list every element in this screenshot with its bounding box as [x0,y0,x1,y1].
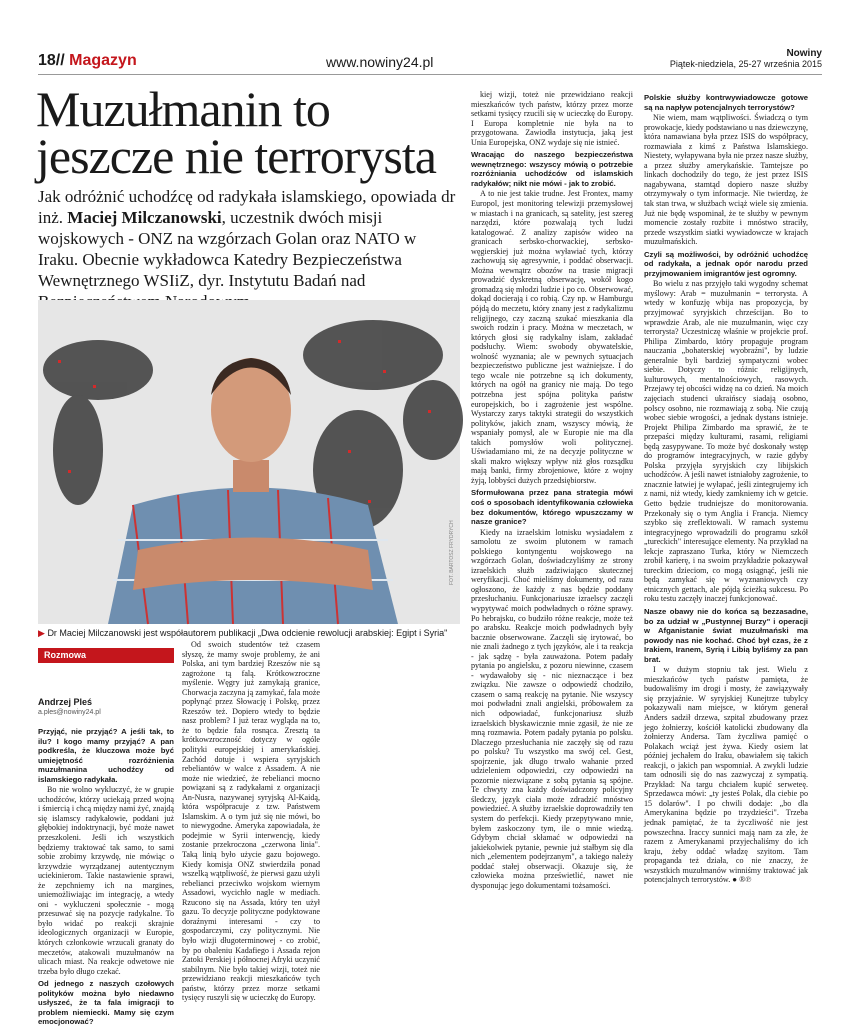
interview-question: Czyli są możliwości, by odróżnić uchodźcę od radykała, a jednak opór narodu przed przyjmowaniem imigrantów jest ogromny. [644,249,808,278]
article-lead: Jak odróżnić uchodźcę od radykała islamskiego, opowiada dr inż. Maciej Milczanowski, uczestnik dwóch misji wojskowych - ONZ na wzgórzach Golan oraz NATO w Iraku. Obecnie wykładowca Katedry Bezpieczeństwa Wewnętrznego WSIiZ, dyr. Instytutu Badań nad [38,187,456,290]
interview-question: Od jednego z naszych czołowych polityków można było niedawno usłyszeć, że ta fala imigracji to problem niemiecki. Mamy się czym emocjonować? [38,979,174,1027]
interview-answer: Bo nie wolno wykluczyć, że w grupie uchodźców, którzy uciekają przed wojną i śmiercią i chcą między nami żyć, znajdą się islamscy radykałowie, poddani już głębokiej indoktrynacji, być może nawet przeszkoleni. Jeśli ich wszystkich będziemy traktować tak samo, to sami sobie zrobimy krzywdę, nie mówiąc o krzywdzie wyrządzanej autentycznym uciekinierom. Takie nastawienie sprawi, że zepchniemy ich na margines, uniemożliwiając im integrację, a wtedy oni - wykluczeni społecznie - mogą przesuwać się na pozycje radykalne. To było widać po reakcji skrajnie ideologicznych organizacji w Europie, których członkowie wrzucali granaty do meczetów, atakowali muzułmanów na ulicach miast. Na reakcje odwetowe nie trzeba było długo czekać. [38,785,174,976]
brand-block [670,48,822,70]
interview-answer: Nie wiem, mam wątpliwości. Świadczą o tym prowokacje, kiedy podstawiano u nas dziewczynę, która namawiana była przez ISIS do współpracy, rozmawiała z kimś z Państwa Islamskiego. Niestety, wyłapywana była nie przez nasze służby, a przez służby amerykańskie. Tamtejsze po linkach dochodziły do tego, że jest przez ISIS nagabywana, stamtąd dopiero nasze służby otrzymywały o tym informacje. Nie twierdzę, że tak stan trwa, w służbach wciąż wiele się zmienia. Już nie będę wspominał, że te służby w pewnym momencie zostały rozbite i mnóstwo straciły, przede wszystkim siatki wywiadowcze w krajach muzułmańskich. [644,113,808,247]
rubric-label: Rozmowa [38,648,174,663]
text-column-2 [182,640,320,1018]
text-column-3 [471,90,633,1018]
interviewee-name: Maciej Milczanowski [67,208,222,227]
caption-arrow-icon: ▶ [38,628,45,638]
interview-answer: I w dużym stopniu tak jest. Wielu z mieszkańców tych państw pamięta, że budowaliśmy im drogi i mosty, że zawiązywały się przyjaźnie. W syryjskiej Kunejtrze tubylcy pokazywali nam miejsce, w którym generał Anders sadził drzewa, szpital zbudowany przez jego żołnierzy, kościół katolicki zbudowany dla żołnierzy Andersa. Tam życzliwa pamięć o Polakach wciąż jest żywa. Kiedy osiem lat później jechałem do Iraku, obawiałem się takich reakcji, o jakich pan wspomniał. A zwykli ludzie tam odnosili się do nas zazwyczaj z sympatią. Przykład: Na targu chciałem kupić serweteę. Sprzedawca mówi: „ty jesteś Polak, dla ciebie po 15 dolarów". I po chwili dodaje: „bo dla Amerykanina będzie po trzydzieści". Trzeba jednak pamiętać, że ta życzliwość nie jest powszechna. Iraccy sunnici mają nam za złe, że razem z Amerykanami przyjechaliśmy do ich kraju, żeby oddać władzę szyitom. Tam propaganda też działa, co nie znaczy, że wszystkich muzułmanów winniśmy traktować jak potencjalnych terrorystów. ● ®℗ [644,665,808,885]
site-url[interactable]: www.nowiny24.pl [326,54,434,70]
interview-question: Polskie służby kontrwywiadowcze gotowe są na napływ potencjalnych terrorystów? [644,93,808,112]
interview-question: Sformułowana przez pana strategia mówi coś o sposobach identyfikowania człowieka bez dokumentów, którego wpuszczamy w nasze granice? [471,488,633,527]
interview-question: Wracając do naszego bezpieczeństwa wewnętrznego: wszyscy mówią o potrzebie rozróżniania uchodźców od islamskich radykałów; nikt nie mówi - jak to zrobić. [471,150,633,188]
author-email[interactable]: a.ples@nowiny24.pl [38,709,101,716]
interview-answer: Bo wielu z nas przyjęło taki wygodny schemat myślowy: Arab = muzułmanin = terrorysta. A wtedy w konfuzję wbija nas propozycja, by przyjmować syryjskich chrześcijan. Bo to wprawdzie Arab, ale nie muzułmanin, więc czy terrorysta? Uczestniczę właśnie w projekcie prof. Philipa Zimbardo, który propaguje program nauczania „bohaterskiej wyobraźni", by ludzie generalnie byli bardziej sympatyczni wobec siebie. Dotyczy to różnic religijnych, kulturowych, mentalnościowych, rasowych. Przejawy tej obcości widzę na co dzień. Na moich zajęciach studenci ukraińscy siadają osobno, polscy osobno, nie rozmawiają z sobą. Nie czują wobec siebie wrogości, a jednak dystans istnieje. Projekt Philipa Zimbardo ma sprawić, że te przepaści między kulturami, rasami, religiami będą zasypywane. To może być doskonały wstęp do programów integracyjnych, w razie gdyby Polska przyjęła syryjskich czy libijskich uchodźców. A jeśli nawet istniałoby zagrożenie, to znacznie łatwiej je wyłapać, jeśli zintegrujemy ich z nami, niż wtedy, kiedy zamkniemy ich w getcie. Getto będzie trudniejsze do monitorowania. Przekonały się o tym Anglia i Francja. Niemcy szybko się zreflektowali. W ramach systemu integracyjnego wprowadzili do programu szkół „tureckich" interesujące elementy. Na przykład na lekcje zapraszano Turka, który w Niemczech zrobił karierę, i na swoim przykładzie pokazywał tureckim dzieciom, co mogą osiągnąć, jeśli nie będą zamykać się w wyznaniowych czy etnicznych gettach, ale pójdą ścieżką sukcesu. Po roku testu zaczęły inaczej funkcjonować. [644,279,808,604]
brand-name: Nowiny [786,48,822,59]
text-column-1 [38,724,174,1027]
interview-question: Przyjąć, nie przyjąć? A jeśli tak, to ilu? I kogo mamy przyjąć? A pan podkreśla, że kluczowa może być umiejętność rozróżnienia muzułmanina uchodźcy od islamskiego radykała. [38,727,174,784]
interview-answer: Od swoich studentów też czasem słyszę, że mamy swoje problemy, że ani Polska, ani tym bardziej Rzeszów nie są zagrożone tą falą. Krótkowzroczne myślenie. Węgry już zamykają granice, Chorwacja zaczyna ją zamykać, fala może popłynąć przez Słowację i Polskę, przez Rzeszów też. Dopiero wtedy to będzie nasz problem? I już teraz wygląda na to, że to będzie fala rosnąca. Zresztą ta krótkowzroczność dotyczy w ogóle polityki europejskiej i amerykańskiej. Zachód dotuje i wspiera syryjskich rebeliantów w walce z Assadem. A nie może nie wiedzieć, że rebelianci mocno powiązani są z radykałami z organizacji An-Nusra, nazywanej syryjską Al-Kaidą, która współpracuje z tzw. Państwem Islamskim. A o tym już się nie mówi, bo to niewygodne. Ameryka zapowiadała, że podejmie w Syrii interwencję, kiedy zostanie przekroczona „czerwona linia". Taką linią było użycie gazu bojowego. Kiedy komisja ONZ stwierdziła ponad wszelką wątpliwość, że pierwsi gazu użyli rebelianci przeciwko wojskom wiernym Assadowi, wycichło nagle w mediach. Rzucono się na Assada, który ten użył gazu. To decyzje polityczne podyktowane doraźnymi interesami - czy to gospodarczymi, czy politycznymi. Nie było wizji długoterminowej - co zrobić, by po obaleniu Kadafiego i Assada rejon Zatoki Perskiej i północnej Afryki uczynić stabilnym. Nie było takiej wizji, toteż nie przewidziano reakcji mieszkańców tych państw, którzy przez morze setkami tysięcy ruszyli się w ucieczkę do Europy. [182,640,320,1003]
interview-answer: kiej wizji, toteż nie przewidziano reakcji mieszkańców tych państw, którzy przez morze setkami tysięcy rzucili się w ucieczkę do Europy. I Europa kompletnie nie była na to przygotowana. Zawiodła instytucja, jaką jest Unia Europejska, ONZ wydaje się nie istnieć. [471,90,633,147]
page-header [28,48,822,74]
interview-answer: Kiedy na izraelskim lotnisku wysiadałem z samolotu ze swoim plutonem w ramach polskiego kontyngentu wojskowego na wzgórzach Golan, doświadczyliśmy ze strony izraelskich służb zadziwiająco skutecznej weryfikacji. Choć mieliśmy dokumenty, od razu ogłoszono, że każdy z nas będzie poddany przesłuchaniu. Funkcjonariusze izraelscy zaczęli wypytywać moich podwładnych o różne sprawy. Po hebrajsku, co budziło różne reakcje, może też po arabsku. Reakcje moich podwładnych były bacznie obserwowane. Zaczęli się irytować, bo nie znali żadnego z tych języków, ale i ta reakcja - jak sądzę - była zauważona. Potem padały pytania po angielsku, z pozoru niewinne, czasem - wydawałoby się - nic nieznaczące i bez związku. Nie zawsze o odpowiedź chodziło, czasem o samą reakcję na pytanie. Nie wszyscy moi podwładni znali angielski, próbowałem za nich odpowiadać, funkcjonariusz służb izraelskich błyskawicznie mnie zgasił, że nie ze mną rozmawia. Potem padały pytania po polsku. Dlaczego przesłuchania nie zaczęły się od razu po polsku? Tu wszystko ma swój cel. Gest, spojrzenie, jak długo trwało wahanie przed udzieleniem odpowiedzi, czy odpowiedzi na pozornie niezwiązane z sobą pytania są spójne. Te chwyty zna każdy doświadczony policyjny śledczy, język ciała może zdradzić mnóstwo powiedzieć. A służby izraelskie doprowadziły ten system do perfekcji. Kiedy przepytywano mnie, byłem zaskoczony tym, ile o mnie wiedzą. Gdybym chciał skłamać w odpowiedzi na jakiekolwiek pytanie, pewnie już stałbym się dla nich „elementem podejrzanym", a takiego należy poddać stałej obserwacji. Okazuje się, że człowieka można prześwietlić, nawet nie dysponując jego dokumentami tożsamości. [471,527,633,890]
page-number: 18// Magazyn [38,52,137,69]
article-title: Muzułmanin to jeszcze nie terrorysta [36,81,436,184]
text-column-4 [644,90,808,1018]
interview-question: Nasze obawy nie do końca są bezzasadne, bo za udział w „Pustynnej Burzy" i operacji w Afganistanie świat muzułmański ma powody nas nie kochać. Choć był czas, że z Irakiem, Iranem, Syrią i Libią byliśmy za pan brat. [644,606,808,664]
header-rule [38,74,822,75]
section-name: Magazyn [69,52,137,69]
author-name: Andrzej Pleś [38,697,93,707]
photo-caption: ▶ Dr Maciej Milczanowski jest współautorem publikacji „Dwa odcienie rewolucji arabskiej: Egipt i Syria" [38,628,448,638]
photo-credit: FOT. BARTOSZ FRYDRYCH [449,520,455,585]
portrait-photo [38,300,460,624]
interview-answer: A to nie jest takie trudne. Jest Frontex, mamy Europol, jest monitoring telewizji przemysłowej w miastach i na granicach, są satelity, jest szereg narzędzi, które pozwalają tych ludzi katalogować. Z analizy zapisów wideo na granicach serbsko-chorwackiej, serbsko-węgierskiej już można wyławiać tych, którzy zachowują się agresywnie, i poddać obserwacji. Można wewnątrz obozów na trasie migracji prowadzić dyskretną obserwację, wokół kogo gromadzą się młodzi ludzie i po co. Obserwować, dokąd docierają i co robią. Czy np. w Hamburgu pójdą do meczetu, który znany jest z radykalizmu religijnego, czy zaczną szukać mieszkania dla swoich rodzin i pracy. Można w meczetach, w których głosi się radykalny islam, zakładać podsłuchy. Wiem: swobody obywatelskie, wolność wyznania; ale w pewnych sytuacjach bezpieczeństwo publiczne jest ważniejsze. I do tego wcale nie potrzebne są ich dokumenty, których na ogół na granicy nie mają. Do tego potrzebna jest spójna polityka państw europejskich, bo i zagrożenie jest wspólne. Wystarczy zarys taktyki strategii do wszystkich polityków, jakich znam, wszyscy mówią, że wspaniały pomysł, ale w Europie nie ma dla takich pomysłów woli politycznej. Uświadamiano mi, że na decyzje polityczne w skali makro większy wpływ niż głos rozsądku mają banki, firmy zbrojeniowe, które z wojny żyją, lobbyści dużych przedsiębiorstw. [471,189,633,485]
portrait-illustration [38,300,460,624]
issue-date: Piątek-niedziela, 25-27 września 2015 [669,59,822,69]
